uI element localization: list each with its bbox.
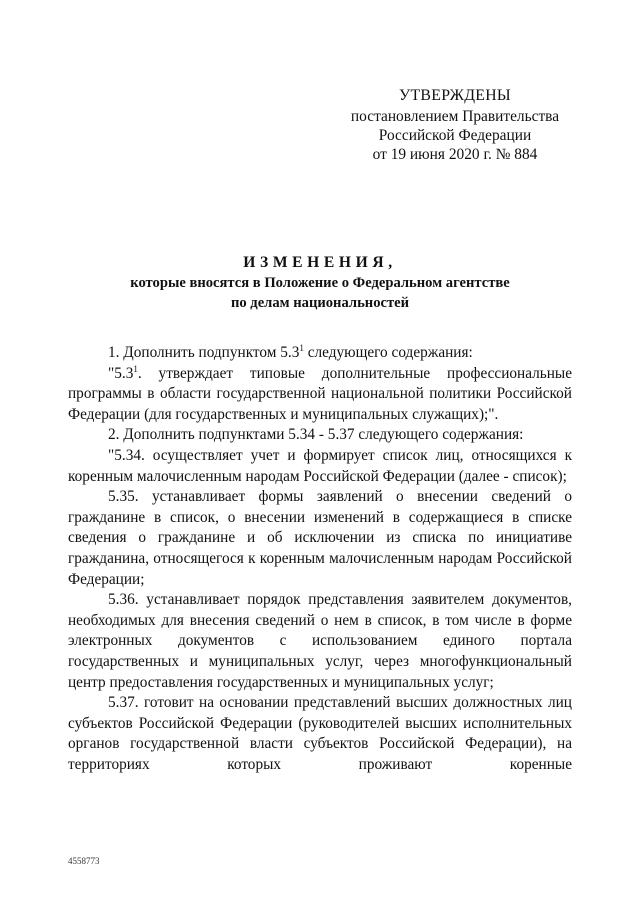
paragraph-6: 5.36. устанавливает порядок представления заявителем документов, необходимых для внесения сведений о нем в список, в том числе в форме электронных документов с использованием единого портала государственных и муниципальных услуг, через многофункциональный центр предоставления государственных и муниципальных услуг; [68, 591, 572, 691]
title-line-2: по делам национальностей [230, 295, 410, 311]
paragraph-7: 5.37. готовит на основании представлений высших должностных лиц субъектов Российской Федерации (руководителей высших исполнительных органов государственной власти субъектов Российской Федерации), на территориях которых проживают коренные [68, 694, 572, 773]
title-line-1: которые вносятся в Положение о Федеральном агентстве [130, 275, 510, 291]
document-code: 4558773 [68, 856, 100, 866]
superscript: 1 [299, 342, 304, 353]
paragraph-4: "5.34. осуществляет учет и формирует список лиц, относящихся к коренным малочисленным народам Российской Федерации (далее - список); [68, 446, 572, 485]
paragraph-2-text-end: . утверждает типовые дополнительные профессиональные программы в области государственной национальной политики Российской Федерации (для государственных и муниципальных служащих);". [68, 364, 572, 423]
paragraph-1-text-end: следующего содержания: [303, 344, 473, 361]
approval-line-3: от 19 июня 2020 г. № 884 [372, 146, 538, 163]
document-title [68, 252, 572, 313]
approval-stamp [336, 86, 574, 164]
superscript: 1 [133, 363, 138, 374]
paragraph-2 [68, 364, 572, 426]
paragraph-1 [68, 343, 572, 364]
paragraph-2-text: "5.3 [108, 364, 134, 382]
title-main: ИЗМЕНЕНИЯ, [243, 254, 397, 271]
document-body [68, 343, 572, 775]
paragraph-3: 2. Дополнить подпунктами 5.34 - 5.37 следующего содержания: [108, 426, 524, 444]
approval-heading: УТВЕРЖДЕНЫ [398, 87, 511, 104]
approval-line-2: Российской Федерации [378, 127, 532, 144]
approval-line-1: постановлением Правительства [350, 108, 560, 125]
paragraph-1-text: 1. Дополнить подпунктом 5.3 [108, 344, 300, 361]
paragraph-5: 5.35. устанавливает формы заявлений о внесении сведений о гражданине в список, о внесении изменений в содержащиеся в списке сведения о гражданине и об исключении из списка по инициативе гражданина, относящегося к коренным малочисленным народам Российской Федерации; [68, 488, 572, 588]
